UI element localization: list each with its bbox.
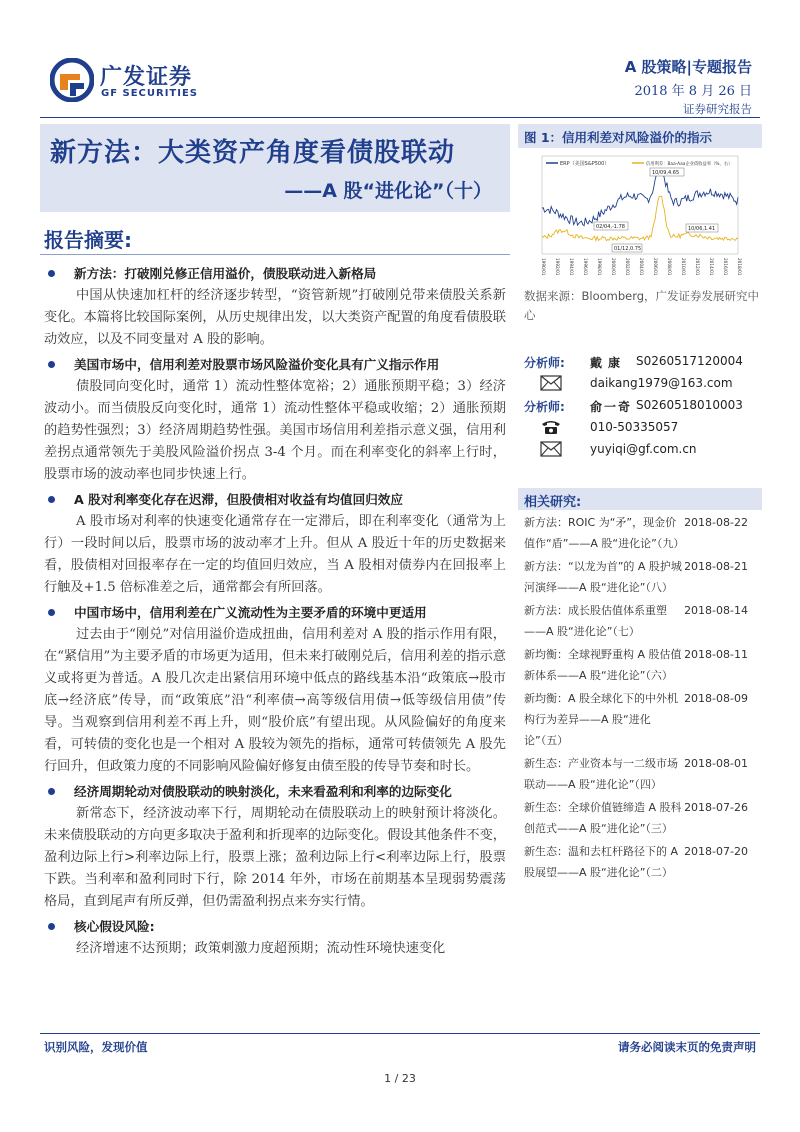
x-tick-label: 2010/01 (681, 258, 686, 276)
email-row (524, 374, 760, 396)
x-axis-ticks (541, 258, 742, 276)
related-item[interactable]: 新生态：温和去杠杆路径下的 A 股展望——A 股“进化论”（二） 2018-07-20 (524, 845, 748, 879)
summary-divider (40, 254, 510, 255)
logo-text-en: GF SECURITIES (101, 88, 199, 99)
bullet-icon (48, 270, 55, 277)
related-item[interactable]: 新方法：“以龙为首”的 A 股护城河演绎——A 股“进化论”（八） 2018-08-21 (524, 560, 748, 594)
related-research-bar (518, 488, 762, 510)
chart (520, 154, 760, 284)
x-tick-label: 2016/01 (723, 258, 728, 276)
bullet-icon (48, 496, 55, 503)
gf-logo-icon (50, 58, 94, 102)
company-logo (50, 58, 210, 106)
analyst-block (524, 352, 760, 462)
paragraph: 经济增速不达预期；政策刺激力度超预期；流动性环境快速变化 (76, 941, 446, 956)
x-tick-label: 2000/01 (611, 258, 616, 276)
x-tick-label: 1996/01 (583, 258, 588, 276)
legend-label: ERP（美国S&P500） (560, 161, 610, 167)
envelope-icon (540, 375, 562, 391)
report-type: A 股策略|专题报告 (624, 58, 752, 76)
annotation: 01/12,0.75 (614, 246, 642, 252)
report-subtitle: ——A 股“进化论”（十） (284, 180, 492, 202)
annotation: 10/09,4.65 (652, 170, 680, 176)
figure-source: 数据来源：Bloomberg，广发证券发展研究中心 (524, 289, 760, 322)
analyst-row (524, 396, 760, 418)
paragraph: A 股市场对利率的快速变化通常存在一定滞后，即在利率变化（通常为上行）一段时间以后，股票市场的波动率才上升。但从 A 股近十年的历史数据来看，股债相对回报率存在一定的均值回归效应，当 A 股相对债券内在回报率上行触及+1.5 倍标准差之后，通常都会有所回落。 (44, 514, 506, 595)
analyst-id: S0260517120004 (636, 354, 743, 368)
figure-title: 图 1：信用利差对风险溢价的指示 (524, 130, 713, 145)
analyst-email[interactable]: yuyiqi@gf.com.cn (590, 442, 697, 456)
summary-body (44, 262, 506, 960)
footer-disclaimer-note: 请务必阅读末页的免责声明 (618, 1040, 756, 1054)
page-number: 1 / 23 (384, 1072, 416, 1085)
x-tick-label: 2004/01 (639, 258, 644, 276)
title-banner (40, 124, 510, 212)
legend-label: 信用利差：Baa-Aaa企业债收益率（%，右） (646, 162, 733, 167)
bullet-heading: 新方法：打破刚兑修正信用溢价，债股联动进入新格局 (44, 263, 506, 285)
analyst-row (524, 352, 760, 374)
bullet-heading: 经济周期轮动对债股联动的映射淡化，未来看盈利和利率的边际变化 (44, 781, 506, 803)
summary-heading: 报告摘要: (44, 228, 132, 252)
related-item[interactable]: 新生态：全球价值链缔造 A 股科创范式——A 股“进化论”（三） 2018-07-26 (524, 801, 748, 835)
analyst-name: 俞一奇 (590, 400, 633, 414)
analyst-email[interactable]: daikang1979@163.com (590, 376, 733, 390)
bullet-icon (48, 788, 55, 795)
x-tick-label: 1998/01 (597, 258, 602, 276)
report-title: 新方法：大类资产角度看债股联动 (50, 138, 456, 168)
paragraph: 新常态下，经济波动率下行，周期轮动在债股联动上的映射预计将淡化。未来债股联动的方向更多取决于盈利和折现率的边际变化。假设其他条件不变，盈利边际上行>利率边际上行，股票上涨；盈利边际上行<利率边际上行，股票下跌。当利率和盈利同时下行，除 2014 年外，市场在前期基本呈现弱势震荡格局，直到尾声有所反弹，但仍需盈利拐点来夯实行情。 (44, 806, 506, 909)
related-research-list (524, 512, 760, 883)
envelope-icon (540, 441, 562, 457)
x-tick-label: 2018/01 (737, 258, 742, 276)
bullet-heading: A 股对利率变化存在迟滞，但股债相对收益有均值回归效应 (44, 489, 506, 511)
related-item[interactable]: 新方法：ROIC 为“矛”，现金价值作“盾”——A 股“进化论”（九） 2018-08-22 (524, 516, 748, 550)
paragraph: 过去由于“刚兑”对信用溢价造成扭曲，信用利差对 A 股的指示作用有限，在“紧信用”为主要矛盾的市场更为适用，但未来打破刚兑后，信用利差的指示意义或将更为普适。A 股几次走出紧信用环境中低点的路线基本沿“政策底→股市底→经济底”传导，而“政策底”沿“利率债→高等级信用债→低等级信用债”传导。当观察到信用利差不再上升，则“股价底”有望出现。从风险偏好的角度来看，可转债的变化也是一个相对 A 股较为领先的指标，通常可转债领先 A 股先行回升，但政策力度的不同影响风险偏好修复由债至股的传导节奏和时长。 (44, 627, 506, 774)
paragraph: 中国从快速加杠杆的经济逐步转型，“资管新规”打破刚兑带来债股关系新变化。本篇将比较国际案例，从历史规律出发，以大类资产配置的角度看债股联动效应，以及不同变量对 A 股的影响。 (44, 288, 506, 347)
analyst-phone: 010-50335057 (590, 420, 679, 434)
annotation: 10/06,1.41 (688, 226, 716, 232)
x-tick-label: 1994/01 (569, 258, 574, 276)
bullet-icon (48, 361, 55, 368)
annotation: 02/04,-1.78 (596, 224, 625, 230)
x-tick-label: 1992/01 (555, 258, 560, 276)
analyst-label: 分析师: (524, 400, 565, 414)
phone-row (524, 418, 760, 440)
header-divider (40, 117, 760, 118)
bullet-heading: 美国市场中，信用利差对股票市场风险溢价变化具有广义指示作用 (44, 354, 506, 376)
x-tick-label: 2014/01 (709, 258, 714, 276)
bullet-icon (48, 923, 55, 930)
x-tick-label: 1990/01 (541, 258, 546, 276)
header-meta (625, 56, 752, 117)
bullet-heading: 核心假设风险: (44, 916, 506, 938)
paragraph: 债股同向变化时，通常 1）流动性整体宽裕；2）通胀预期平稳；3）经济波动小。而当债股反向变化时，通常 1）流动性整体平稳或收缩；2）通胀预期的趋势性强烈；3）经济周期趋势性强。美国市场信用利差指示意义强，信用利差拐点通常领先于美股风险溢价拐点 3-4 个月。而在利率变化的斜率上行时，股票市场的波动率也同步快速上行。 (44, 379, 506, 482)
x-tick-label: 2006/01 (653, 258, 658, 276)
figure-title-bar (518, 124, 762, 148)
phone-icon (540, 419, 562, 435)
related-research-title: 相关研究: (524, 495, 582, 510)
report-dept: 证券研究报告 (683, 102, 752, 116)
analyst-id: S0260518010003 (636, 398, 743, 412)
related-item[interactable]: 新均衡：全球视野重构 A 股估值新体系——A 股“进化论”（六） 2018-08-11 (524, 648, 748, 682)
email-row (524, 440, 760, 462)
related-item[interactable]: 新均衡：A 股全球化下的中外机构行为差异——A 股“进化论”（五） 2018-08-09 (524, 692, 748, 747)
x-tick-label: 2008/01 (667, 258, 672, 276)
related-item[interactable]: 新生态：产业资本与一二级市场联动——A 股“进化论”（四） 2018-08-01 (524, 757, 748, 791)
related-item[interactable]: 新方法：成长股估值体系重塑——A 股“进化论”（七） 2018-08-14 (524, 604, 748, 638)
footer-divider (40, 1033, 760, 1034)
bullet-heading: 中国市场中，信用利差在广义流动性为主要矛盾的环境中更适用 (44, 602, 506, 624)
report-date: 2018 年 8 月 26 日 (634, 84, 752, 99)
x-tick-label: 2002/01 (625, 258, 630, 276)
analyst-label: 分析师: (524, 356, 565, 370)
logo-text-cn: 广发证券 (100, 65, 193, 90)
bullet-icon (48, 609, 55, 616)
footer-slogan: 识别风险，发现价值 (44, 1040, 148, 1054)
x-tick-label: 2012/01 (695, 258, 700, 276)
analyst-name: 戴康 (590, 356, 627, 370)
